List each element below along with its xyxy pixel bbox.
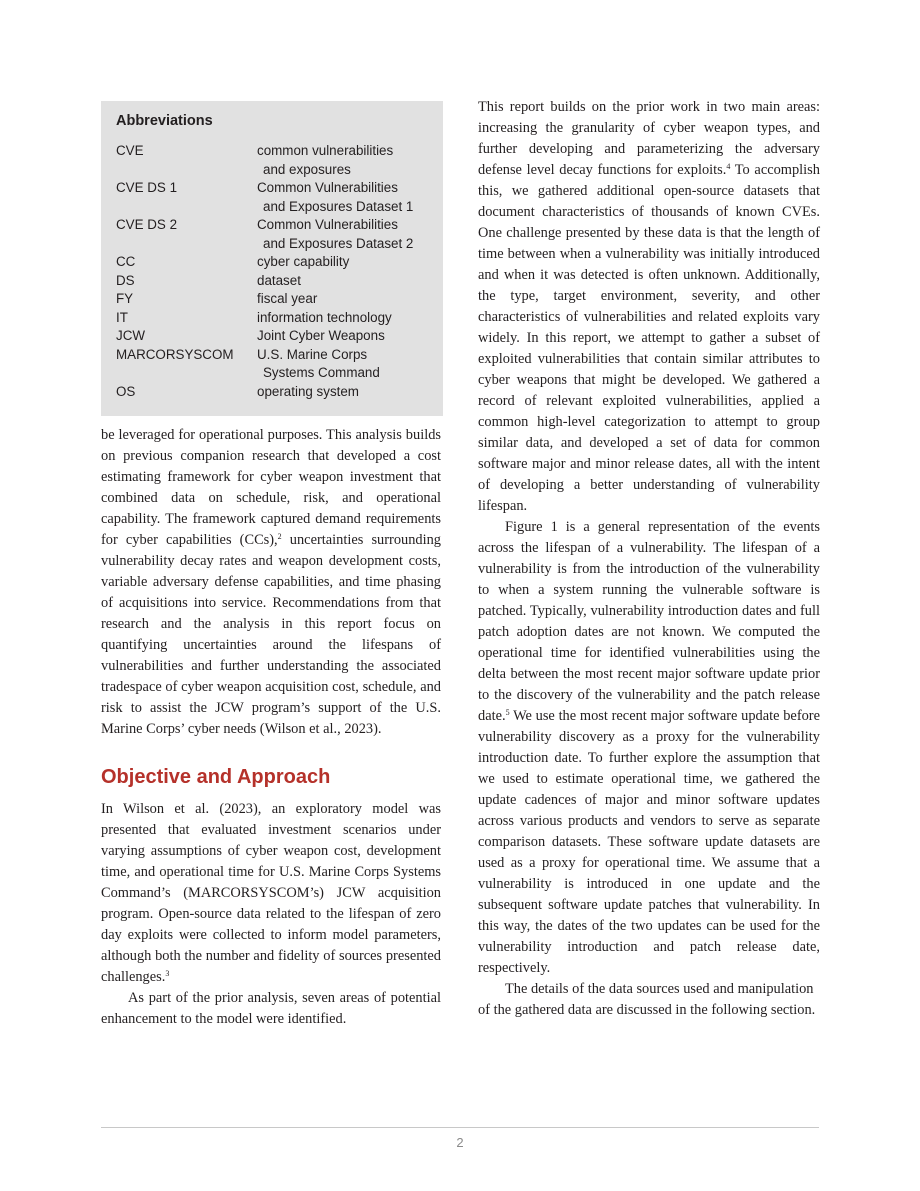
abbreviation-row: [116, 346, 443, 383]
abbreviation-row: [116, 383, 443, 402]
abbreviation-term: DS: [116, 272, 135, 288]
abbreviation-row: [116, 309, 443, 328]
abbreviation-definition: cyber capability: [257, 254, 350, 269]
abbreviation-row: [116, 290, 443, 309]
abbreviation-row: [116, 179, 443, 216]
abbreviation-term: CVE: [116, 143, 144, 158]
body-paragraph: [101, 799, 441, 988]
abbreviation-row: [116, 272, 443, 291]
definition-line: Common Vulnerabilities: [257, 217, 398, 232]
definition-continuation: and Exposures Dataset 1: [263, 198, 414, 214]
definition-line: Common Vulnerabilities: [257, 180, 398, 195]
abbreviations-list: [116, 142, 443, 401]
abbreviation-definition: information technology: [257, 309, 392, 325]
paragraph-text: To accomplish this, we gathered additional open-source datasets that document characteristics of thousands of known CVEs. One challenge presented by these data is that the length of time between when a vulnerability was initially introduced and when it was detected is often unknown. Additionally, the type, target environment, severity, and other characteristics of vulnerabilities and related exploits vary widely. In this report, we attempt to gather a subset of exploited vulnerabilities that contain similar attributes to cyber weapons that might be developed. We gathered a record of relevant exploited vulnerabilities, applied a common high-level categorization to attempt to group similar data, and developed a set of data for common software major and minor release dates, all with the intent of developing a better understanding of vulnerability lifespan.: [478, 162, 820, 514]
abbreviation-term: JCW: [116, 328, 146, 343]
abbreviation-row: [116, 142, 443, 179]
paragraph-text: We use the most recent major software update before vulnerability discovery as a proxy for the vulnerability introduction date. To further explore the assumption that we used to estimate operational time, we gathered the update cadences of major and minor software updates across various products and vendors to serve as separate comparison datasets. These software update datasets are used as a proxy for operational time. We assume that a vulnerability is introduced in one update and the subsequent software update patches that vulnerability. In this way, the dates of the two updates can be used for the vulnerability introduction and patch release date, respectively.: [478, 708, 820, 976]
body-paragraph: As part of the prior analysis, seven areas of potential enhancement to the model were identified.: [101, 990, 441, 1027]
abbreviation-term: IT: [116, 309, 128, 325]
abbreviations-title: Abbreviations: [116, 113, 213, 129]
abbreviation-row: [116, 216, 443, 253]
abbreviation-definition: operating system: [257, 383, 359, 399]
paragraph-text: uncertainties surrounding vulnerability decay rates and weapon development costs, variable adversary defense capabilities, and time phasing of acquisitions into service. Recommendations from that research and the analysis in this report focus on quantifying uncertainties around the lifespans of vulnerabilities and further understanding the associated tradespace of cyber weapon acquisition cost, schedule, and risk to assist the JCW program’s support of the U.S. Marine Corps’ cyber needs (Wilson et al., 2023).: [101, 532, 441, 737]
abbreviation-definition: Joint Cyber Weapons: [257, 328, 385, 343]
body-paragraph: [478, 97, 820, 517]
definition-continuation: and Exposures Dataset 2: [263, 235, 414, 251]
page-number: 2: [456, 1135, 464, 1150]
footnote-ref[interactable]: 3: [165, 969, 170, 978]
abbreviation-definition: [257, 216, 443, 253]
abbreviations-box: [101, 101, 443, 416]
abbreviation-definition: dataset: [257, 272, 301, 288]
body-paragraph: The details of the data sources used and manipulation of the gathered data are discussed in the following section.: [478, 981, 816, 1018]
abbreviation-term: CVE DS 1: [116, 180, 178, 195]
paragraph-text: be leveraged for operational purposes. This analysis builds on previous companion research that developed a cost estimating framework for cyber weapon investment that combined data on schedule, risk, and operational capability. The framework captured demand requirements for cyber capabilities (CCs),: [101, 427, 441, 548]
footnote-ref[interactable]: 5: [505, 708, 510, 717]
footnote-ref[interactable]: 4: [726, 162, 731, 171]
abbreviation-definition: [257, 179, 443, 216]
abbreviation-definition: [257, 142, 443, 179]
abbreviation-row: [116, 327, 443, 346]
abbreviation-term: CC: [116, 254, 136, 269]
definition-line: common vulnerabilities: [257, 143, 394, 158]
definition-line: U.S. Marine Corps: [257, 346, 368, 362]
left-column: [101, 425, 441, 1030]
body-paragraph: [101, 425, 441, 740]
paragraph-text: Figure 1 is a general representation of the events across the lifespan of a vulnerability. The lifespan of a vulnerability is from the introduction of the vulnerability to when a system running the vulnerable software is patched. Typically, vulnerability introduction dates and full patch adoption dates are not known. We computed the operational time for identified vulnerabilities using the delta between the most recent major software update prior to the discovery of the vulnerability and the patch release date.: [478, 519, 820, 724]
definition-continuation: Systems Command: [263, 365, 380, 380]
body-paragraph: [478, 517, 820, 979]
footer-rule: [101, 1127, 819, 1128]
right-column: [478, 97, 820, 1021]
abbreviation-definition: [257, 346, 443, 383]
abbreviation-term: CVE DS 2: [116, 217, 178, 232]
footnote-ref[interactable]: 2: [277, 532, 282, 541]
abbreviation-term: OS: [116, 383, 136, 399]
abbreviation-term: MARCORSYSCOM: [116, 346, 234, 362]
abbreviation-row: [116, 253, 443, 272]
abbreviation-definition: fiscal year: [257, 291, 318, 306]
paragraph-text: In Wilson et al. (2023), an exploratory model was presented that evaluated investment scenarios under varying assumptions of cyber weapon cost, development time, and operational time for U.S. Marine Corps Systems Command’s (MARCORSYSCOM’s) JCW acquisition program. Open-source data related to the lifespan of zero day exploits were collected to inform model parameters, although both the number and fidelity of sources presented challenges.: [101, 801, 441, 985]
definition-continuation: and exposures: [263, 161, 351, 177]
abbreviation-term: FY: [116, 291, 134, 306]
section-heading: Objective and Approach: [101, 766, 331, 788]
paragraph-text: This report builds on the prior work in two main areas: increasing the granularity of cyber weapon types, and further developing and parameterizing the adversary defense level decay functions for exploits.: [478, 99, 820, 178]
